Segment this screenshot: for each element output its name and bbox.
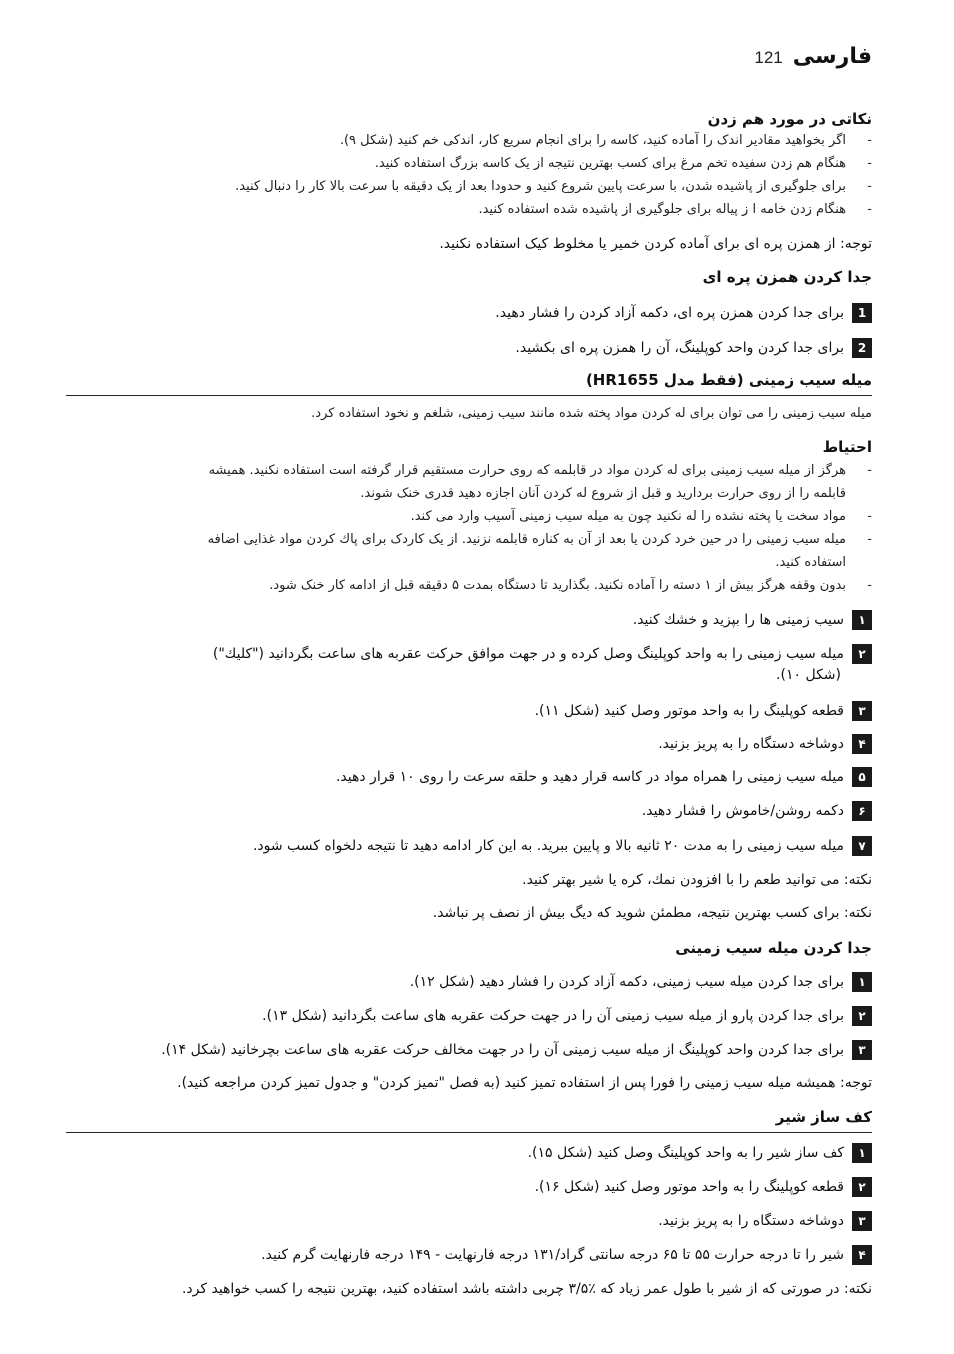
detach-masher-heading: جدا کردن میله سیب زمینی: [675, 939, 872, 957]
step-text: دوشاخه دستگاه را به پریز بزنید.: [658, 1213, 844, 1229]
masher-note-1: نکته: می توانید طعم را با افزودن نمك، کره یا شیر بهتر کنید.: [522, 872, 872, 888]
step-number: ۳: [852, 1211, 872, 1231]
page-title: فارسی: [792, 44, 872, 69]
masher-step-7: [253, 836, 872, 856]
tips-heading: نکاتی در مورد هم زدن: [707, 110, 872, 128]
step-text: برای جدا کردن میله سیب زمینی، دکمه آزاد کردن را فشار دهید (شکل ۱۲).: [409, 974, 844, 990]
caution-line-3: مواد سخت یا پخته نشده را له نکنید چون به میله سیب زمینی آسیب وارد می کند.: [410, 509, 846, 524]
step-number: ۲: [852, 644, 872, 664]
page-header: [754, 44, 872, 69]
step-number: ۵: [852, 767, 872, 787]
bullet-dash: -: [867, 156, 872, 171]
tips-note: توجه: از همزن پره ای برای آماده کردن خمیر یا مخلوط کیک استفاده نکنید.: [439, 236, 872, 252]
step-text: میله سیب زمینی را همراه مواد در کاسه قرار دهید و حلقه سرعت را روی ۱۰ قرار دهید.: [335, 769, 844, 785]
step-text: قطعه کوپلینگ را به واحد موتور وصل کنید (شکل ۱۶).: [534, 1179, 844, 1195]
step-text: برای جدا کردن همزن پره ای، دکمه آزاد کردن را فشار دهید.: [495, 305, 844, 321]
step-text: کف ساز شیر را به واحد کوپلینگ وصل کنید (شکل ۱۵).: [527, 1145, 844, 1161]
caution-line-6: بدون وقفه هرگز بیش از ۱ دسته را آماده نکنید. بگذارید تا دستگاه بمدت ۵ دقیقه قبل از ادامه کار خنک شود.: [269, 578, 846, 593]
step-number: ۶: [852, 801, 872, 821]
detach-masher-step-3: [161, 1040, 872, 1060]
step-number: ۴: [852, 1245, 872, 1265]
page-number: 121: [754, 48, 783, 67]
step-text: دوشاخه دستگاه را به پریز بزنید.: [658, 736, 844, 752]
masher-step-5: [336, 767, 872, 787]
step-text: میله سیب زمینی را به مدت ۲۰ ثانیه بالا و پایین ببرید. به این کار ادامه دهید تا نتیجه دلخواه کسب شود.: [252, 838, 844, 854]
step-text: برای جدا کردن واحد کوپلینگ از میله سیب زمینی آن را در جهت مخالف حرکت عقربه های ساعت بچرخانید (شکل ۱۴).: [161, 1042, 844, 1058]
caution-heading: احتیاط: [822, 438, 872, 456]
bullet-dash: -: [867, 532, 872, 547]
bullet-dash: -: [867, 202, 872, 217]
bullet-dash: -: [867, 179, 872, 194]
step-text: برای جدا کردن پارو از میله سیب زمینی آن را در جهت حرکت عقربه های ساعت بگردانید (شکل ۱۳).: [262, 1008, 844, 1024]
step-number: ۳: [852, 701, 872, 721]
masher-step-2-cont: (شکل ۱۰).: [776, 667, 841, 683]
step-number: ۱: [852, 1143, 872, 1163]
tips-bullet-1: اگر بخواهید مقادیر اندک را آماده کنید، کاسه را برای انجام سریع کار، اندکی خم کنید (شکل ۹).: [339, 133, 846, 148]
tips-bullet-4: هنگام زدن خامه ا ز پیاله برای جلوگیری از پاشیده شده استفاده کنید.: [478, 202, 846, 217]
bullet-dash: -: [867, 578, 872, 593]
caution-line-5: استفاده کنید.: [775, 555, 846, 570]
step-text: شیر را تا درجه حرارت ۵۵ تا ۶۵ درجه سانتی گراد/۱۳۱ درجه فارنهایت - ۱۴۹ درجه فارنهایت گرم کنید.: [261, 1247, 844, 1263]
frother-note: نکته: در صورتی که از شیر با طول عمر زیاد که ٪۳/۵ چربی داشته باشد استفاده کنید، بهترین نتیجه را کسب خواهید کرد.: [181, 1281, 872, 1297]
bullet-dash: -: [867, 463, 872, 478]
detach-whisk-step-2: [515, 338, 872, 358]
detach-masher-step-2: [262, 1006, 872, 1026]
masher-note-2: نکته: برای کسب بهترین نتیجه، مطمئن شوید که دیگ بیش از نصف پر نباشد.: [432, 905, 872, 921]
section-divider: [66, 1132, 872, 1133]
masher-step-6: [642, 801, 872, 821]
caution-line-1: هرگز از میله سیب زمینی برای له کردن مواد در قابلمه که روی حرارت مستقیم قرار گرفته است استفاده نکنید. همیشه: [208, 463, 846, 478]
detach-whisk-heading: جدا کردن همزن پره ای: [702, 268, 872, 286]
masher-step-4: [658, 734, 872, 754]
step-number: ۷: [852, 836, 872, 856]
masher-heading: میله سیب زمینی (فقط مدل HR1655): [585, 371, 872, 389]
step-text: سیب زمینی ها را بپزید و خشك کنید.: [632, 612, 844, 628]
frother-step-3: [658, 1211, 872, 1231]
step-text: میله سیب زمینی را به واحد کوپلینگ وصل کرده و در جهت موافق حرکت عقربه های ساعت بگردانید ("کلیك"): [212, 646, 844, 662]
detach-whisk-step-1: [495, 303, 872, 323]
tips-bullet-2: هنگام هم زدن سفیده تخم مرغ برای کسب بهترین نتیجه از یک کاسه بزرگ استفاده کنید.: [374, 156, 846, 171]
detach-masher-note: توجه: همیشه میله سیب زمینی را فورا پس از استفاده تمیز کنید (به فصل "تمیز کردن" و جدول تمیز کردن مراجعه کنید).: [177, 1075, 872, 1091]
caution-line-4: میله سیب زمینی را در حین خرد کردن یا بعد از آن به کناره قابلمه نزنید. از یک کاردک برای پاك کردن مواد غذایی اضافه: [207, 532, 846, 547]
frother-step-2: [535, 1177, 872, 1197]
step-number: 1: [852, 303, 872, 323]
step-number: ۲: [852, 1177, 872, 1197]
step-number: 2: [852, 338, 872, 358]
section-divider: [66, 395, 872, 396]
step-number: ۳: [852, 1040, 872, 1060]
step-text: قطعه کوپلینگ را به واحد موتور وصل کنید (شکل ۱۱).: [534, 703, 844, 719]
bullet-dash: -: [867, 509, 872, 524]
step-number: ۲: [852, 1006, 872, 1026]
masher-intro: میله سیب زمینی را می توان برای له کردن مواد پخته شده مانند سیب زمینی، شلغم و نخود استفاده کرد.: [311, 406, 872, 421]
step-text: دکمه روشن/خاموش را فشار دهید.: [641, 803, 844, 819]
step-number: ۱: [852, 972, 872, 992]
step-number: ۴: [852, 734, 872, 754]
step-number: ۱: [852, 610, 872, 630]
step-text: برای جدا کردن واحد کوپلینگ، آن را همزن پره ای بکشید.: [515, 340, 844, 356]
masher-step-2: [213, 644, 872, 664]
bullet-dash: -: [867, 133, 872, 148]
masher-step-1: [633, 610, 872, 630]
detach-masher-step-1: [410, 972, 872, 992]
frother-heading: کف ساز شیر: [775, 1108, 872, 1126]
tips-bullet-3: برای جلوگیری از پاشیده شدن، با سرعت پایین شروع کنید و حدودا بعد از یک دقیقه با سرعت بالا کار را دنبال کنید.: [235, 179, 846, 194]
frother-step-4: [261, 1245, 872, 1265]
caution-line-2: قابلمه را از روی حرارت بردارید و قبل از شروع له کردن آنان اجازه دهید قدری خنک شوند.: [360, 486, 846, 501]
masher-step-3: [535, 701, 872, 721]
frother-step-1: [528, 1143, 872, 1163]
